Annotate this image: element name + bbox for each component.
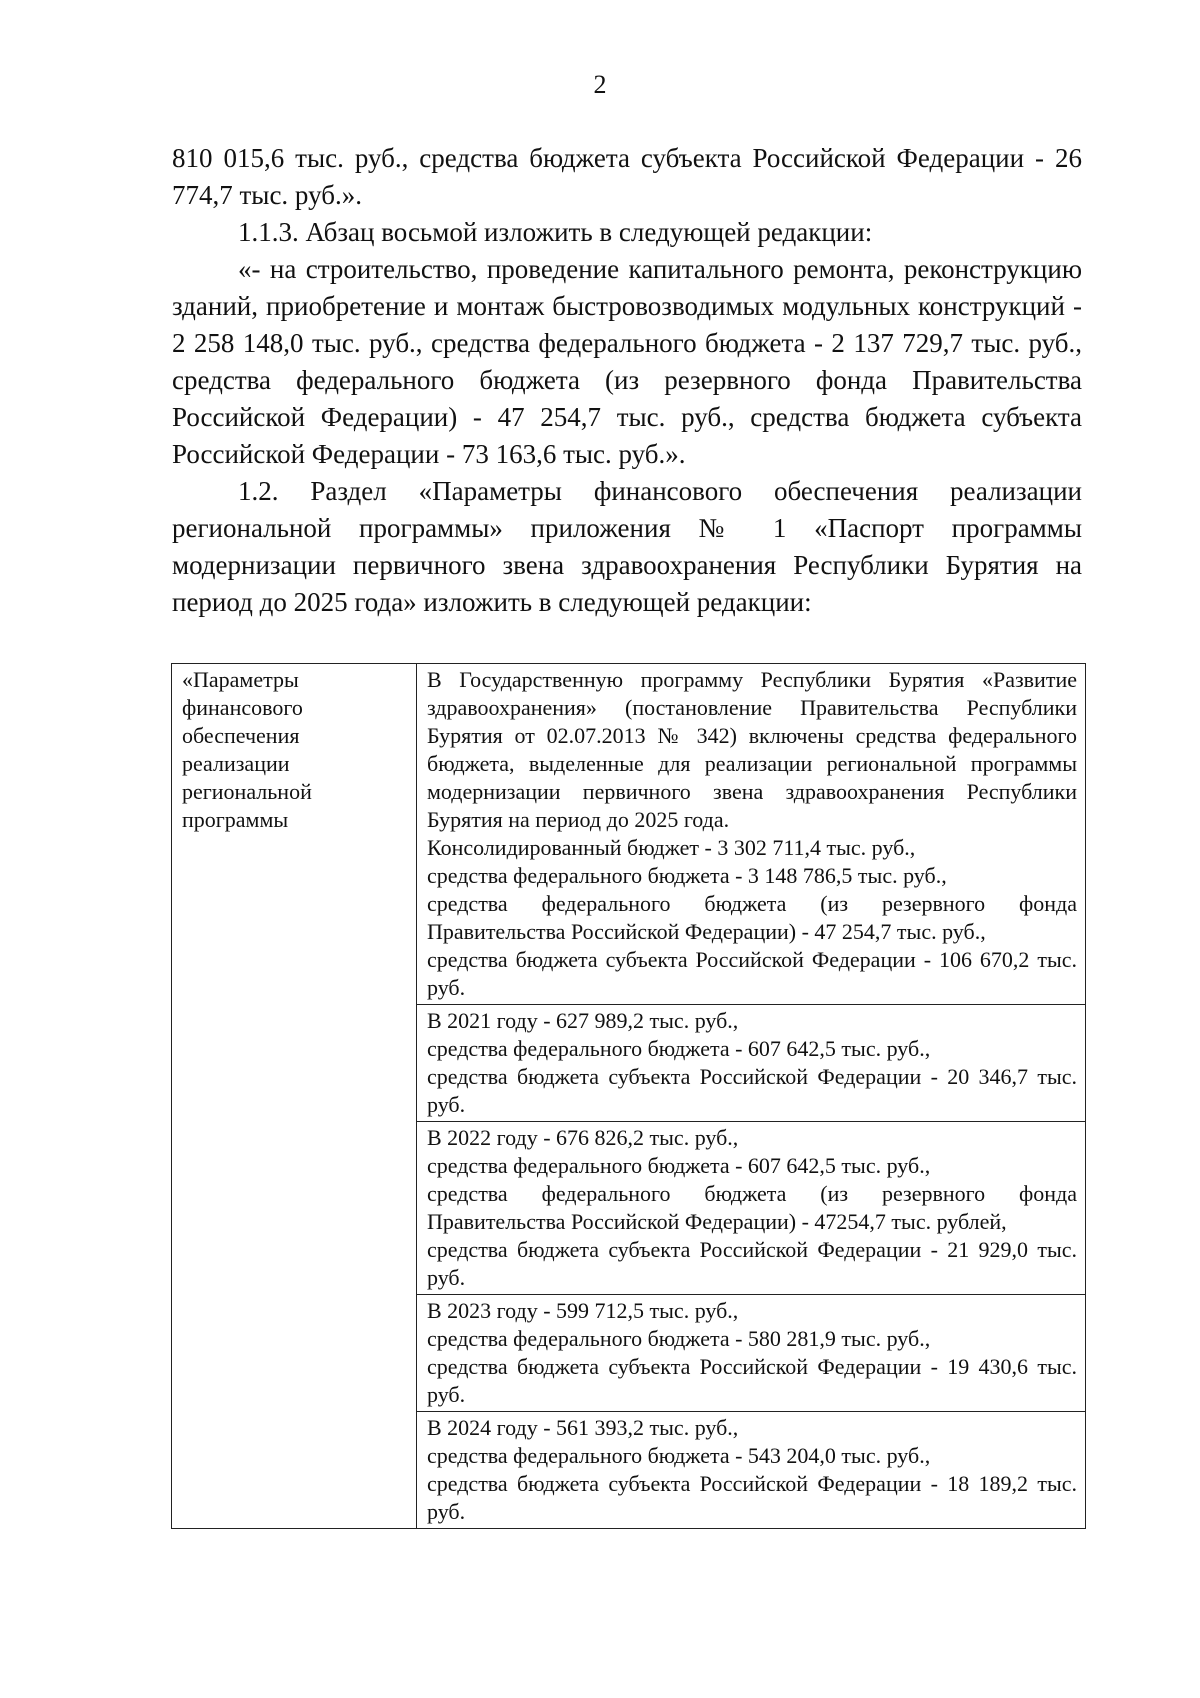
budget-line: средства федерального бюджета (из резервного фонда Правительства Российской Федерации) - 47254,7 тыс. рублей, <box>427 1181 1077 1234</box>
budget-line: средства федерального бюджета - 580 281,9 тыс. руб., <box>427 1326 931 1351</box>
budget-line: средства федерального бюджета - 607 642,5 тыс. руб., <box>427 1153 931 1178</box>
parameters-label: «Параметры финансового обеспечения реализации региональной программы <box>182 667 312 832</box>
consolidated-budget-cell <box>417 664 1086 1005</box>
budget-line: В 2023 году - 599 712,5 тыс. руб., <box>427 1298 739 1323</box>
budget-line: средства бюджета субъекта Российской Федерации - 21 929,0 тыс. руб. <box>427 1237 1077 1290</box>
year-2022-cell <box>417 1122 1086 1295</box>
paragraph-continuation: 810 015,6 тыс. руб., средства бюджета субъекта Российской Федерации - 26 774,7 тыс. руб.». <box>172 143 1082 210</box>
budget-line: средства бюджета субъекта Российской Федерации - 18 189,2 тыс. руб. <box>427 1471 1077 1524</box>
budget-line: средства бюджета субъекта Российской Федерации - 20 346,7 тыс. руб. <box>427 1064 1077 1117</box>
paragraph-1-2: 1.2. Раздел «Параметры финансового обеспечения реализации региональной программы» приложения № 1 «Паспорт программы модернизации первичного звена здравоохранения Республики Бурятия на период до 2025 года» изложить в следующей редакции: <box>172 476 1082 617</box>
paragraph-quoted-amendment: «- на строительство, проведение капитального ремонта, реконструкцию зданий, приобретение и монтаж быстровозводимых модульных конструкций - 2 258 148,0 тыс. руб., средства федерального бюджета - 2 137 729,7 тыс. руб., средства федерального бюджета (из резервного фонда Правительства Российской Федерации) - 47 254,7 тыс. руб., средства бюджета субъекта Российской Федерации - 73 163,6 тыс. руб.». <box>172 254 1082 469</box>
year-2021-cell <box>417 1005 1086 1122</box>
year-2023-cell <box>417 1295 1086 1412</box>
table-row <box>172 664 1086 1005</box>
budget-line: В 2022 году - 676 826,2 тыс. руб., <box>427 1125 739 1150</box>
program-intro-text: В Государственную программу Республики Бурятия «Развитие здравоохранения» (постановление Правительства Республики Бурятия от 02.07.2013 № 342) включены средства федерального бюджета, выделенные для реализации региональной программы модернизации первичного звена здравоохранения Республики Бурятия на период до 2025 года. <box>427 667 1077 832</box>
budget-line: В 2024 году - 561 393,2 тыс. руб., <box>427 1415 739 1440</box>
budget-line: средства бюджета субъекта Российской Федерации - 19 430,6 тыс. руб. <box>427 1354 1077 1407</box>
document-body <box>172 140 1082 621</box>
year-2024-cell <box>417 1412 1086 1529</box>
budget-line: средства федерального бюджета - 543 204,0 тыс. руб., <box>427 1443 931 1468</box>
budget-line: В 2021 году - 627 989,2 тыс. руб., <box>427 1008 739 1033</box>
budget-line: средства бюджета субъекта Российской Федерации - 106 670,2 тыс. руб. <box>427 947 1077 1000</box>
page-number: 2 <box>593 70 607 99</box>
financing-parameters-table <box>171 663 1086 1529</box>
budget-line: средства федерального бюджета - 3 148 786,5 тыс. руб., <box>427 863 947 888</box>
parameters-label-cell <box>172 664 417 1529</box>
paragraph-1-1-3: 1.1.3. Абзац восьмой изложить в следующей редакции: <box>238 217 873 247</box>
budget-line: средства федерального бюджета (из резервного фонда Правительства Российской Федерации) - 47 254,7 тыс. руб., <box>427 891 1077 944</box>
budget-line: средства федерального бюджета - 607 642,5 тыс. руб., <box>427 1036 931 1061</box>
budget-line: Консолидированный бюджет - 3 302 711,4 тыс. руб., <box>427 835 916 860</box>
